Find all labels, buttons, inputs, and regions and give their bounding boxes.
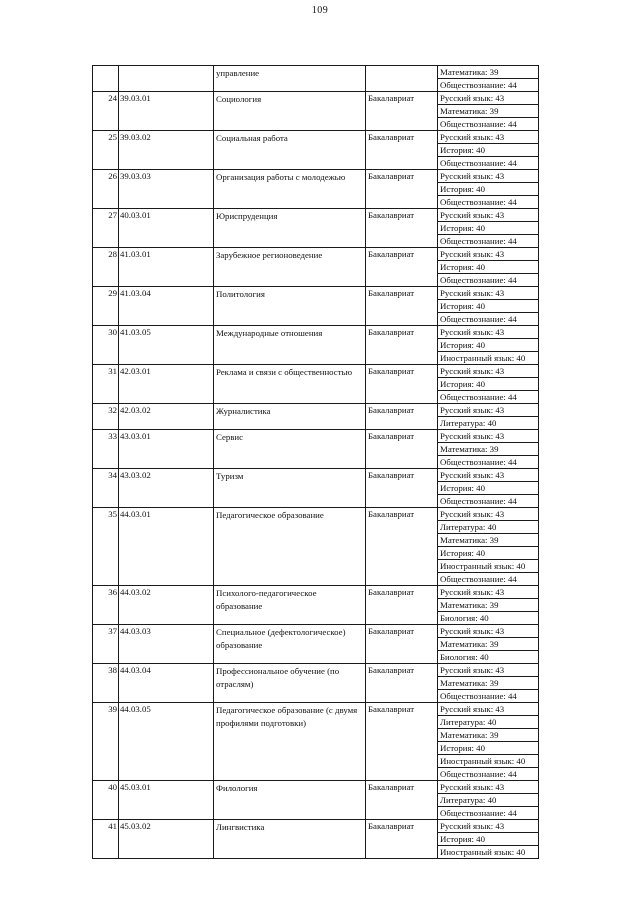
program-name: управление [214, 66, 366, 92]
program-name: Журналистика [214, 404, 366, 430]
program-code: 43.03.02 [119, 469, 214, 508]
education-level: Бакалавриат [366, 625, 438, 664]
program-code: 42.03.01 [119, 365, 214, 404]
table-row [93, 586, 539, 599]
exam-requirement: Русский язык: 43 [438, 664, 539, 677]
program-name: Социология [214, 92, 366, 131]
program-name: Зарубежное регионоведение [214, 248, 366, 287]
exam-requirement: Литература: 40 [438, 794, 539, 807]
table-body [93, 66, 539, 859]
program-code: 42.03.02 [119, 404, 214, 430]
program-name: Туризм [214, 469, 366, 508]
exam-requirement: Русский язык: 43 [438, 365, 539, 378]
exam-requirement: Русский язык: 43 [438, 404, 539, 417]
education-level: Бакалавриат [366, 404, 438, 430]
admission-requirements-table [92, 65, 539, 859]
exam-requirement: История: 40 [438, 261, 539, 274]
program-code: 40.03.01 [119, 209, 214, 248]
exam-requirement: Русский язык: 43 [438, 326, 539, 339]
program-code [119, 66, 214, 92]
program-name: Международные отношения [214, 326, 366, 365]
row-number: 39 [93, 703, 119, 781]
row-number: 30 [93, 326, 119, 365]
exam-requirement: История: 40 [438, 183, 539, 196]
exam-requirement: Иностранный язык: 40 [438, 755, 539, 768]
row-number: 38 [93, 664, 119, 703]
education-level: Бакалавриат [366, 326, 438, 365]
exam-requirement: Литература: 40 [438, 716, 539, 729]
row-number: 29 [93, 287, 119, 326]
exam-requirement: Русский язык: 43 [438, 469, 539, 482]
exam-requirement: Русский язык: 43 [438, 248, 539, 261]
exam-requirement: Русский язык: 43 [438, 430, 539, 443]
program-name: Педагогическое образование (с двумя профилями подготовки) [214, 703, 366, 781]
education-level: Бакалавриат [366, 248, 438, 287]
row-number: 34 [93, 469, 119, 508]
table-row [93, 170, 539, 183]
education-level: Бакалавриат [366, 469, 438, 508]
row-number: 35 [93, 508, 119, 586]
education-level: Бакалавриат [366, 209, 438, 248]
program-code: 43.03.01 [119, 430, 214, 469]
table-row [93, 781, 539, 794]
exam-requirement: История: 40 [438, 547, 539, 560]
exam-requirement: Иностранный язык: 40 [438, 560, 539, 573]
exam-requirement: Иностранный язык: 40 [438, 846, 539, 859]
exam-requirement: Обществознание: 44 [438, 274, 539, 287]
program-code: 44.03.01 [119, 508, 214, 586]
exam-requirement: История: 40 [438, 742, 539, 755]
row-number: 41 [93, 820, 119, 859]
exam-requirement: История: 40 [438, 482, 539, 495]
education-level: Бакалавриат [366, 430, 438, 469]
exam-requirement: Русский язык: 43 [438, 781, 539, 794]
exam-requirement: Математика: 39 [438, 729, 539, 742]
education-level: Бакалавриат [366, 92, 438, 131]
program-code: 39.03.01 [119, 92, 214, 131]
program-name: Политология [214, 287, 366, 326]
table-row [93, 326, 539, 339]
row-number: 32 [93, 404, 119, 430]
exam-requirement: Русский язык: 43 [438, 586, 539, 599]
program-name: Реклама и связи с общественностью [214, 365, 366, 404]
education-level: Бакалавриат [366, 131, 438, 170]
program-name: Специальное (дефектологическое) образование [214, 625, 366, 664]
exam-requirement: Обществознание: 44 [438, 768, 539, 781]
program-code: 41.03.05 [119, 326, 214, 365]
exam-requirement: Математика: 39 [438, 638, 539, 651]
table-row [93, 430, 539, 443]
row-number: 28 [93, 248, 119, 287]
exam-requirement: Русский язык: 43 [438, 703, 539, 716]
exam-requirement: Обществознание: 44 [438, 196, 539, 209]
exam-requirement: Русский язык: 43 [438, 209, 539, 222]
exam-requirement: Русский язык: 43 [438, 92, 539, 105]
table-row [93, 404, 539, 417]
program-name: Профессиональное обучение (по отраслям) [214, 664, 366, 703]
row-number: 26 [93, 170, 119, 209]
row-number: 24 [93, 92, 119, 131]
program-code: 39.03.03 [119, 170, 214, 209]
exam-requirement: Обществознание: 44 [438, 118, 539, 131]
exam-requirement: История: 40 [438, 300, 539, 313]
table-row [93, 469, 539, 482]
exam-requirement: Обществознание: 44 [438, 573, 539, 586]
program-code: 45.03.01 [119, 781, 214, 820]
exam-requirement: Обществознание: 44 [438, 235, 539, 248]
row-number: 37 [93, 625, 119, 664]
education-level: Бакалавриат [366, 703, 438, 781]
exam-requirement: История: 40 [438, 378, 539, 391]
program-code: 41.03.04 [119, 287, 214, 326]
table-row [93, 664, 539, 677]
exam-requirement: Обществознание: 44 [438, 391, 539, 404]
program-name: Сервис [214, 430, 366, 469]
exam-requirement: История: 40 [438, 833, 539, 846]
table-row [93, 287, 539, 300]
exam-requirement: Русский язык: 43 [438, 820, 539, 833]
exam-requirement: Обществознание: 44 [438, 495, 539, 508]
exam-requirement: Биология: 40 [438, 651, 539, 664]
education-level: Бакалавриат [366, 781, 438, 820]
table-row [93, 248, 539, 261]
table-row [93, 703, 539, 716]
program-name: Лингвистика [214, 820, 366, 859]
program-code: 41.03.01 [119, 248, 214, 287]
program-code: 45.03.02 [119, 820, 214, 859]
exam-requirement: История: 40 [438, 222, 539, 235]
program-name: Организация работы с молодежью [214, 170, 366, 209]
exam-requirement: Математика: 39 [438, 534, 539, 547]
exam-requirement: Русский язык: 43 [438, 508, 539, 521]
exam-requirement: Русский язык: 43 [438, 170, 539, 183]
exam-requirement: Математика: 39 [438, 66, 539, 79]
table-row [93, 625, 539, 638]
program-code: 44.03.02 [119, 586, 214, 625]
education-level: Бакалавриат [366, 365, 438, 404]
exam-requirement: Обществознание: 44 [438, 313, 539, 326]
exam-requirement: Математика: 39 [438, 677, 539, 690]
exam-requirement: Литература: 40 [438, 417, 539, 430]
exam-requirement: Математика: 39 [438, 443, 539, 456]
table-row [93, 820, 539, 833]
exam-requirement: История: 40 [438, 144, 539, 157]
exam-requirement: Иностранный язык: 40 [438, 352, 539, 365]
exam-requirement: Обществознание: 44 [438, 807, 539, 820]
row-number: 36 [93, 586, 119, 625]
page-number: 109 [311, 5, 329, 16]
program-name: Психолого-педагогическое образование [214, 586, 366, 625]
exam-requirement: Обществознание: 44 [438, 456, 539, 469]
exam-requirement: Математика: 39 [438, 105, 539, 118]
exam-requirement: Биология: 40 [438, 612, 539, 625]
table-row [93, 508, 539, 521]
exam-requirement: История: 40 [438, 339, 539, 352]
education-level: Бакалавриат [366, 820, 438, 859]
row-number: 40 [93, 781, 119, 820]
exam-requirement: Литература: 40 [438, 521, 539, 534]
table-row [93, 131, 539, 144]
program-code: 44.03.04 [119, 664, 214, 703]
program-name: Юриспруденция [214, 209, 366, 248]
education-level: Бакалавриат [366, 170, 438, 209]
exam-requirement: Русский язык: 43 [438, 131, 539, 144]
table-row [93, 66, 539, 79]
education-level: Бакалавриат [366, 664, 438, 703]
program-code: 39.03.02 [119, 131, 214, 170]
row-number: 25 [93, 131, 119, 170]
exam-requirement: Обществознание: 44 [438, 690, 539, 703]
row-number: 31 [93, 365, 119, 404]
education-level [366, 66, 438, 92]
row-number [93, 66, 119, 92]
table-row [93, 365, 539, 378]
exam-requirement: Обществознание: 44 [438, 79, 539, 92]
program-name: Филология [214, 781, 366, 820]
row-number: 27 [93, 209, 119, 248]
exam-requirement: Русский язык: 43 [438, 625, 539, 638]
exam-requirement: Математика: 39 [438, 599, 539, 612]
exam-requirement: Обществознание: 44 [438, 157, 539, 170]
program-code: 44.03.03 [119, 625, 214, 664]
program-name: Социальная работа [214, 131, 366, 170]
program-name: Педагогическое образование [214, 508, 366, 586]
education-level: Бакалавриат [366, 287, 438, 326]
table-row [93, 209, 539, 222]
education-level: Бакалавриат [366, 586, 438, 625]
table-row [93, 92, 539, 105]
education-level: Бакалавриат [366, 508, 438, 586]
row-number: 33 [93, 430, 119, 469]
program-code: 44.03.05 [119, 703, 214, 781]
exam-requirement: Русский язык: 43 [438, 287, 539, 300]
